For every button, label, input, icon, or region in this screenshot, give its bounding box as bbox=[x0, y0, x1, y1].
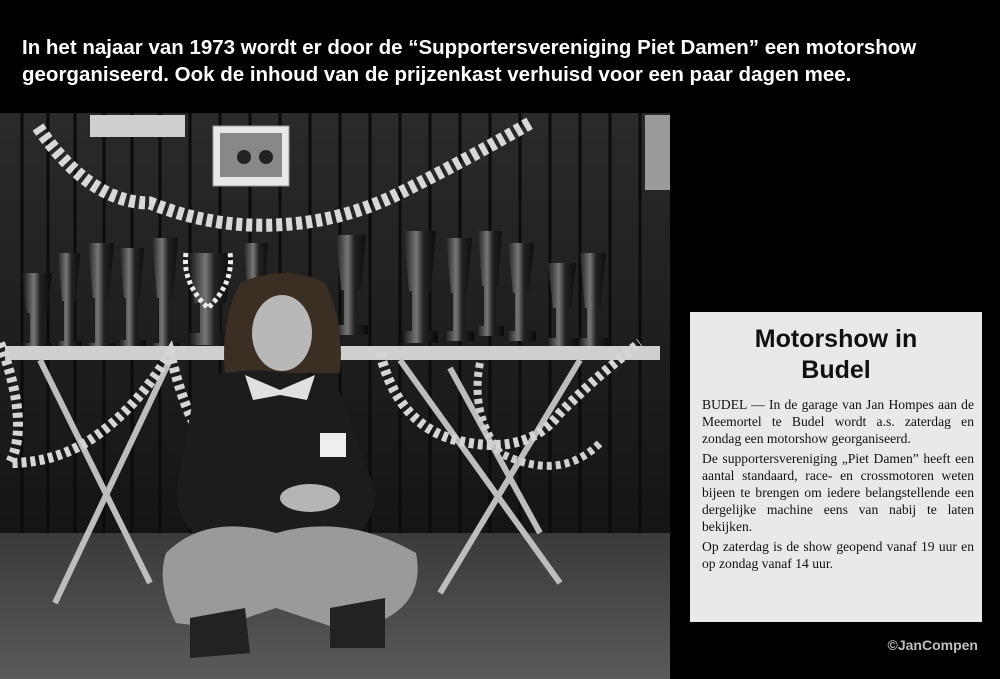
clipping-paragraph-2: De supportersvereniging „Piet Damen” heeft een aantal standaard, race- en crossmotoren weten bijeen te brengen om iedere belangstellende een dergelijke machine eens van nabij te laten bekijken. bbox=[702, 450, 974, 535]
wall-sign bbox=[90, 115, 185, 137]
caption-line-2: georganiseerd. Ook de inhoud van de prijzenkast verhuisd voor een paar dagen mee. bbox=[22, 63, 852, 86]
clipping-paragraph-3: Op zaterdag is de show geopend vanaf 19 uur en op zondag vanaf 14 uur. bbox=[702, 538, 974, 571]
clipping-paragraph-1: BUDEL — In de garage van Jan Hompes aan de Meemortel te Budel wordt a.s. zaterdag en zondag een motorshow georganiseerd. bbox=[702, 397, 974, 447]
newspaper-clipping bbox=[690, 312, 982, 622]
framed-photo-wheel bbox=[259, 150, 273, 164]
framed-photo-wheel bbox=[237, 150, 251, 164]
caption bbox=[22, 34, 992, 88]
wall-poster bbox=[645, 115, 670, 190]
caption-line-1: In het najaar van 1973 wordt er door de “Supportersvereniging Piet Damen” een motorshow bbox=[22, 36, 917, 59]
clipping-headline-line-1: Motorshow in bbox=[754, 325, 918, 353]
clipping-headline bbox=[690, 324, 982, 386]
clipping-headline-line-2: Budel bbox=[801, 356, 871, 384]
trophy-photo bbox=[0, 113, 670, 679]
copyright-label: ©JanCompen bbox=[887, 637, 978, 653]
